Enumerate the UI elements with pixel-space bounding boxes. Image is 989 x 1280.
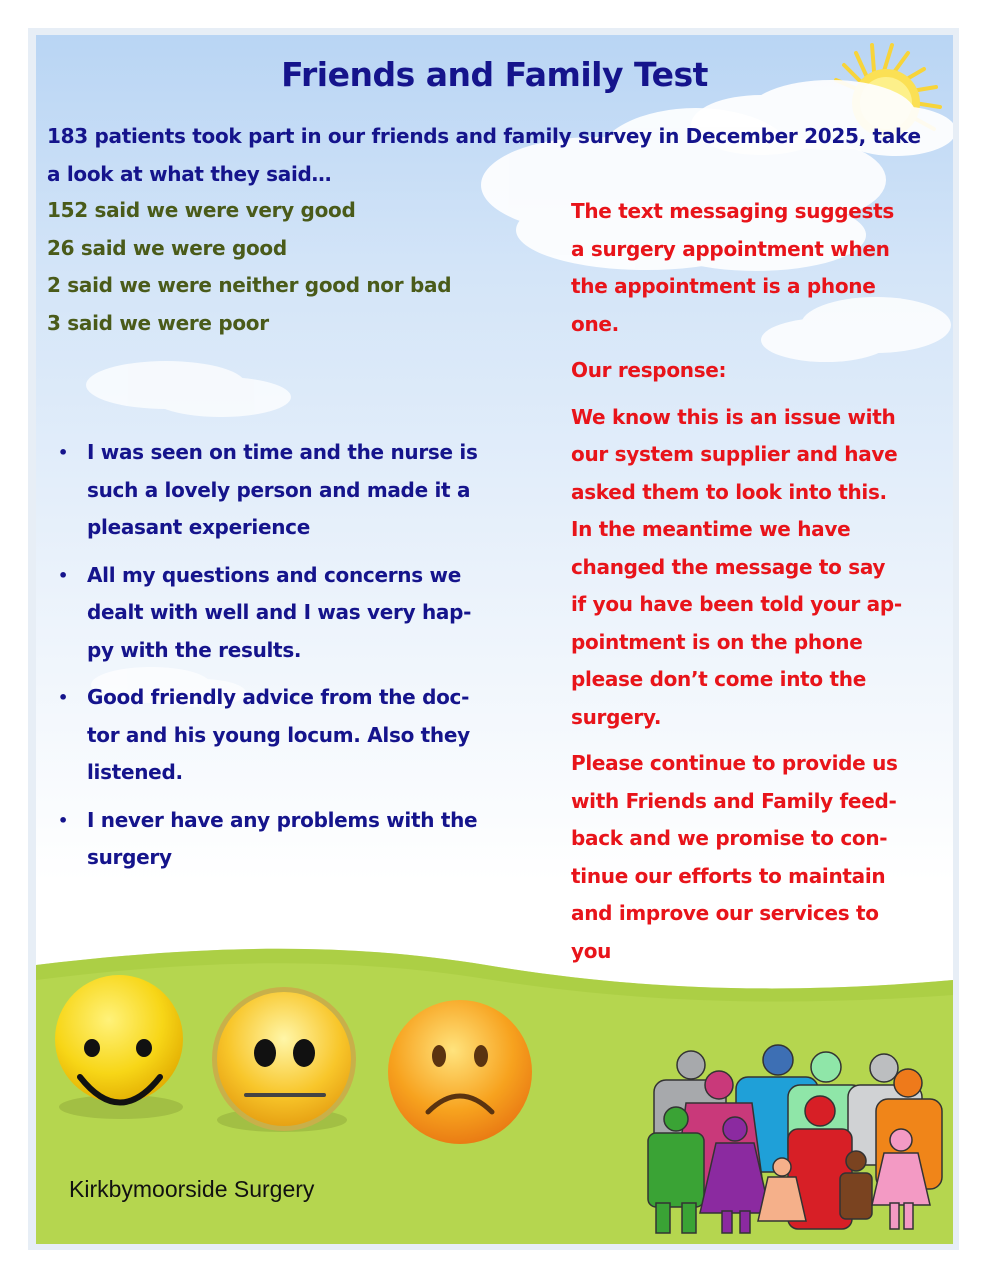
neutral-face-icon [212, 987, 356, 1132]
bullet-icon: • [58, 565, 68, 585]
list-item [58, 557, 478, 670]
survey-intro: 183 patients took part in our friends and family survey in December 2025, take a look at what they said… [47, 124, 921, 186]
stats-list [47, 192, 451, 342]
issue-text: The text messaging suggests a surgery appointment when the appointment is a phone one. [571, 199, 894, 336]
stat-neither: 2 said we were neither good nor bad [47, 273, 452, 297]
stat-poor: 3 said we were poor [47, 310, 269, 335]
list-item [58, 802, 478, 877]
surgery-name: Kirkbymoorside Surgery [69, 1176, 315, 1202]
list-item [58, 434, 478, 547]
response-panel [571, 193, 906, 979]
bullet-icon: • [58, 688, 68, 707]
sad-face-icon [388, 1000, 532, 1144]
response-body: We know this is an issue with our system supplier and have asked them to look into this. In the meantime we have changed the message to say if you have been told your ap-pointment is on the phone please don’t come into the surgery. [571, 404, 902, 729]
bullet-icon: • [58, 810, 68, 830]
cloud-shape [86, 361, 291, 417]
comment-text: I was seen on time and the nurse is such a lovely person and made it a pleasant experience [87, 440, 478, 539]
list-item [58, 679, 478, 792]
bullet-icon: • [58, 443, 68, 462]
stat-good: 26 said we were good [47, 235, 287, 260]
comment-text: I never have any problems with the surgery [87, 807, 478, 869]
response-heading: Our response: [571, 358, 727, 382]
comment-text: Good friendly advice from the doc-tor and his young locum. Also they listened. [87, 685, 470, 784]
closing-text: Please continue to provide us with Friends and Family feed-back and we promise to con-tinue our efforts to maintain and improve our services to you [571, 751, 898, 963]
stat-very-good: 152 said we were very good [47, 198, 356, 222]
page-title: Friends and Family Test [281, 55, 708, 94]
comments-list [58, 434, 478, 887]
comment-text: All my questions and concerns we dealt with well and I was very hap-py with the results. [87, 562, 472, 662]
poster [36, 35, 953, 1244]
